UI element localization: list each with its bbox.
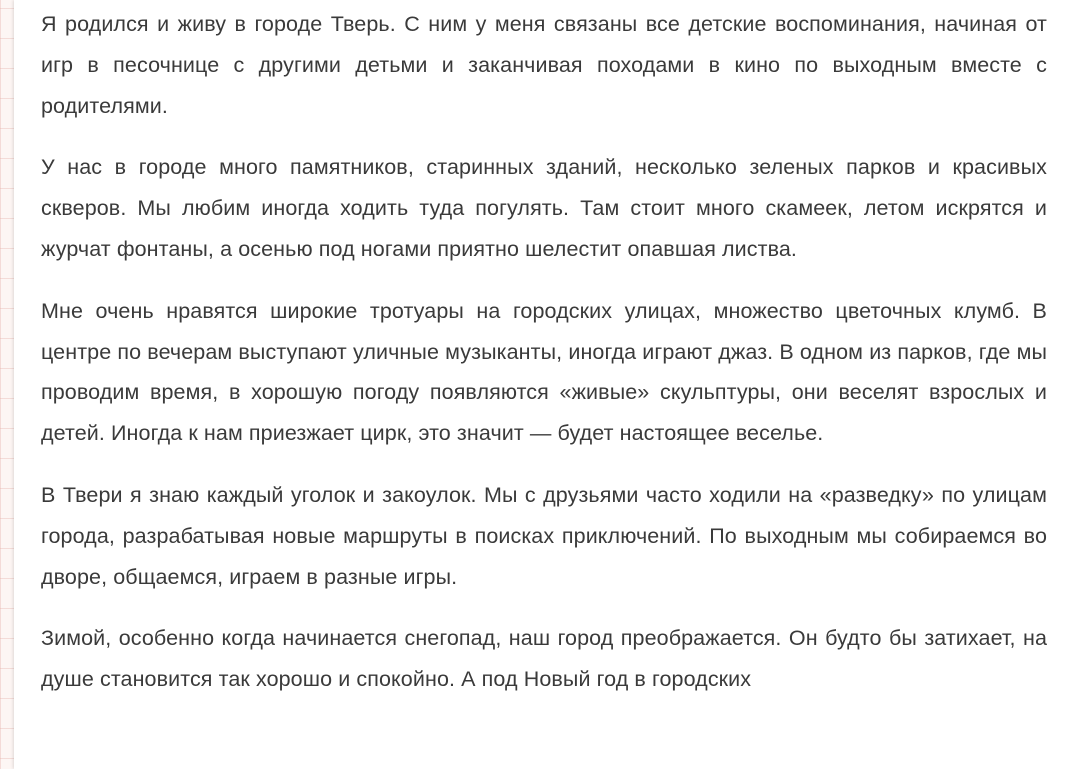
paragraph-2: У нас в городе много памятников, старинных зданий, несколько зеленых парков и красивых скверов. Мы любим иногда ходить туда погулять. Там стоит много скамеек, летом искрятся и журчат фонтаны, а осенью под ногами приятно шелестит опавшая листва. [41, 155, 1047, 261]
document-page [14, 0, 1080, 769]
paragraph-4: В Твери я знаю каждый уголок и закоулок. Мы с друзьями часто ходили на «разведку» по улицам города, разрабатывая новые маршруты в поисках приключений. По выходным мы собираемся во дворе, общаемся, играем в разные игры. [41, 482, 1047, 589]
paragraph-3: Мне очень нравятся широкие тротуары на городских улицах, множество цветочных клумб. В центре по вечерам выступают уличные музыканты, иногда играют джаз. В одном из парков, где мы проводим время, в хорошую погоду появляются «живые» скульптуры, они веселят взрослых и детей. Иногда к нам приезжает цирк, это значит — будет настоящее веселье. [41, 298, 1047, 446]
article-body [41, 4, 1047, 700]
paragraph-5: Зимой, особенно когда начинается снегопад, наш город преображается. Он будто бы затихает, на душе становится так хорошо и спокойно. А под Новый год в городских [41, 626, 1047, 692]
paragraph-1: Я родился и живу в городе Тверь. С ним у меня связаны все детские воспоминания, начиная от игр в песочнице с другими детьми и заканчивая походами в кино по выходным вместе с родителями. [41, 12, 1047, 118]
